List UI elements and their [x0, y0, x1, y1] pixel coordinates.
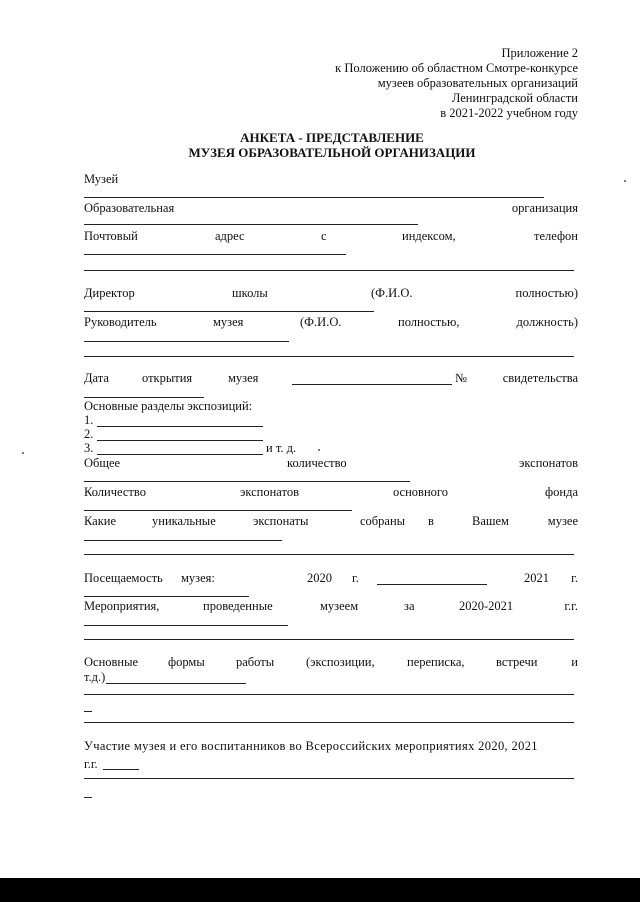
- open-word-1: Дата: [84, 371, 109, 385]
- total-line[interactable]: [84, 481, 410, 482]
- forms-dash-1: [84, 711, 92, 712]
- ev-word-4: за: [404, 599, 415, 613]
- uniq-word-5: в: [428, 514, 434, 528]
- addr-word-5: телефон: [534, 229, 578, 243]
- att-year-2021: 2021: [524, 571, 549, 585]
- scan-border: [0, 878, 640, 902]
- title-line-1: АНКЕТА - ПРЕДСТАВЛЕНИЕ: [240, 130, 424, 145]
- att-2021-line[interactable]: [84, 596, 249, 597]
- main-word-4: фонда: [545, 485, 578, 499]
- ev-line-2[interactable]: [84, 639, 574, 640]
- part-short-line[interactable]: [103, 769, 139, 770]
- header-line-5: в 2021-2022 учебном году: [440, 106, 578, 120]
- forms-tail: т.д.): [84, 670, 106, 684]
- head-word-4: полностью,: [398, 315, 460, 329]
- open-word-5: свидетельства: [502, 371, 578, 385]
- forms-word-3: работы: [236, 655, 275, 669]
- att-year-2020: 2020: [307, 571, 332, 585]
- sections-etc: и т. д.: [266, 441, 297, 455]
- header-line-3: музеев образовательных организаций: [377, 76, 578, 90]
- addr-line-2[interactable]: [84, 270, 574, 271]
- museum-line[interactable]: [84, 197, 544, 198]
- ev-word-2: проведенные: [203, 599, 273, 613]
- part-line: Участие музея и его воспитанников во Всероссийских мероприятиях 2020, 2021: [84, 739, 538, 753]
- forms-word-2: формы: [168, 655, 205, 669]
- main-word-1: Количество: [84, 485, 146, 499]
- dir-word-3: (Ф.И.О.: [371, 286, 413, 300]
- section-item-1: 1.: [84, 413, 94, 427]
- total-word-3: экспонатов: [519, 456, 578, 470]
- uniq-word-1: Какие: [84, 514, 117, 528]
- att-word-2: музея:: [181, 571, 215, 585]
- att-2020-line[interactable]: [377, 584, 487, 585]
- main-word-2: экспонатов: [240, 485, 299, 499]
- att-word-1: Посещаемость: [84, 571, 163, 585]
- ev-word-6: г.г.: [564, 599, 578, 613]
- addr-line-1[interactable]: [84, 254, 346, 255]
- head-word-5: должность): [516, 315, 578, 329]
- museum-label: Музей: [84, 172, 119, 186]
- header-line-2: к Положению об областном Смотре-конкурсе: [335, 61, 578, 75]
- org-label-1: Образовательная: [84, 201, 175, 215]
- main-line[interactable]: [84, 510, 352, 511]
- head-line-2[interactable]: [84, 356, 574, 357]
- open-word-2: открытия: [142, 371, 193, 385]
- forms-word-1: Основные: [84, 655, 139, 669]
- head-line-1[interactable]: [84, 341, 289, 342]
- scan-speck: [624, 180, 626, 182]
- uniq-word-3: экспонаты: [253, 514, 309, 528]
- part-line-2[interactable]: [84, 778, 574, 779]
- sections-label: Основные разделы экспозиций:: [84, 399, 253, 413]
- head-word-2: музея: [213, 315, 244, 329]
- section-item-2: 2.: [84, 427, 94, 441]
- open-cert-line[interactable]: [84, 397, 204, 398]
- total-word-1: Общее: [84, 456, 121, 470]
- ev-word-5: 2020-2021: [459, 599, 514, 613]
- addr-word-4: индексом,: [402, 229, 456, 243]
- forms-line-3[interactable]: [84, 722, 574, 723]
- part-tail: г.г.: [84, 757, 98, 771]
- ev-word-3: музеем: [320, 599, 359, 613]
- forms-line-2[interactable]: [84, 694, 574, 695]
- open-word-4: №: [455, 371, 467, 385]
- head-word-3: (Ф.И.О.: [300, 315, 342, 329]
- total-word-2: количество: [287, 456, 347, 470]
- scan-speck: [22, 452, 24, 454]
- header-line-4: Ленинградской области: [451, 91, 578, 105]
- open-word-3: музея: [228, 371, 259, 385]
- section-line-3[interactable]: [97, 454, 263, 455]
- scan-speck: [318, 449, 320, 451]
- addr-word-1: Почтовый: [84, 229, 138, 243]
- section-item-3: 3.: [84, 441, 94, 455]
- forms-word-7: и: [571, 655, 578, 669]
- att-year-2021-suffix: г.: [571, 571, 578, 585]
- addr-word-2: адрес: [215, 229, 245, 243]
- title-line-2: МУЗЕЯ ОБРАЗОВАТЕЛЬНОЙ ОРГАНИЗАЦИИ: [188, 145, 476, 160]
- dir-line[interactable]: [84, 311, 374, 312]
- uniq-line-1[interactable]: [84, 540, 282, 541]
- ev-word-1: Мероприятия,: [84, 599, 160, 613]
- uniq-word-6: Вашем: [472, 514, 509, 528]
- open-date-line[interactable]: [292, 384, 452, 385]
- section-line-1[interactable]: [97, 426, 263, 427]
- org-line[interactable]: [84, 224, 418, 225]
- org-label-2: организация: [511, 201, 578, 215]
- main-word-3: основного: [393, 485, 448, 499]
- forms-word-4: (экспозиции,: [306, 655, 375, 669]
- forms-word-5: переписка,: [407, 655, 465, 669]
- uniq-word-7: музее: [547, 514, 578, 528]
- dir-word-4: полностью): [515, 286, 578, 300]
- header-line-1: Приложение 2: [501, 46, 578, 60]
- ev-line-1[interactable]: [84, 625, 288, 626]
- dir-word-1: Директор: [84, 286, 135, 300]
- head-word-1: Руководитель: [84, 315, 157, 329]
- part-dash: [84, 797, 92, 798]
- section-line-2[interactable]: [97, 440, 263, 441]
- dir-word-2: школы: [232, 286, 268, 300]
- addr-word-3: с: [321, 229, 327, 243]
- uniq-word-2: уникальные: [152, 514, 216, 528]
- uniq-line-2[interactable]: [84, 554, 574, 555]
- att-year-2020-suffix: г.: [352, 571, 359, 585]
- uniq-word-4: собраны: [360, 514, 406, 528]
- forms-line-1[interactable]: [106, 683, 246, 684]
- forms-word-6: встречи: [496, 655, 538, 669]
